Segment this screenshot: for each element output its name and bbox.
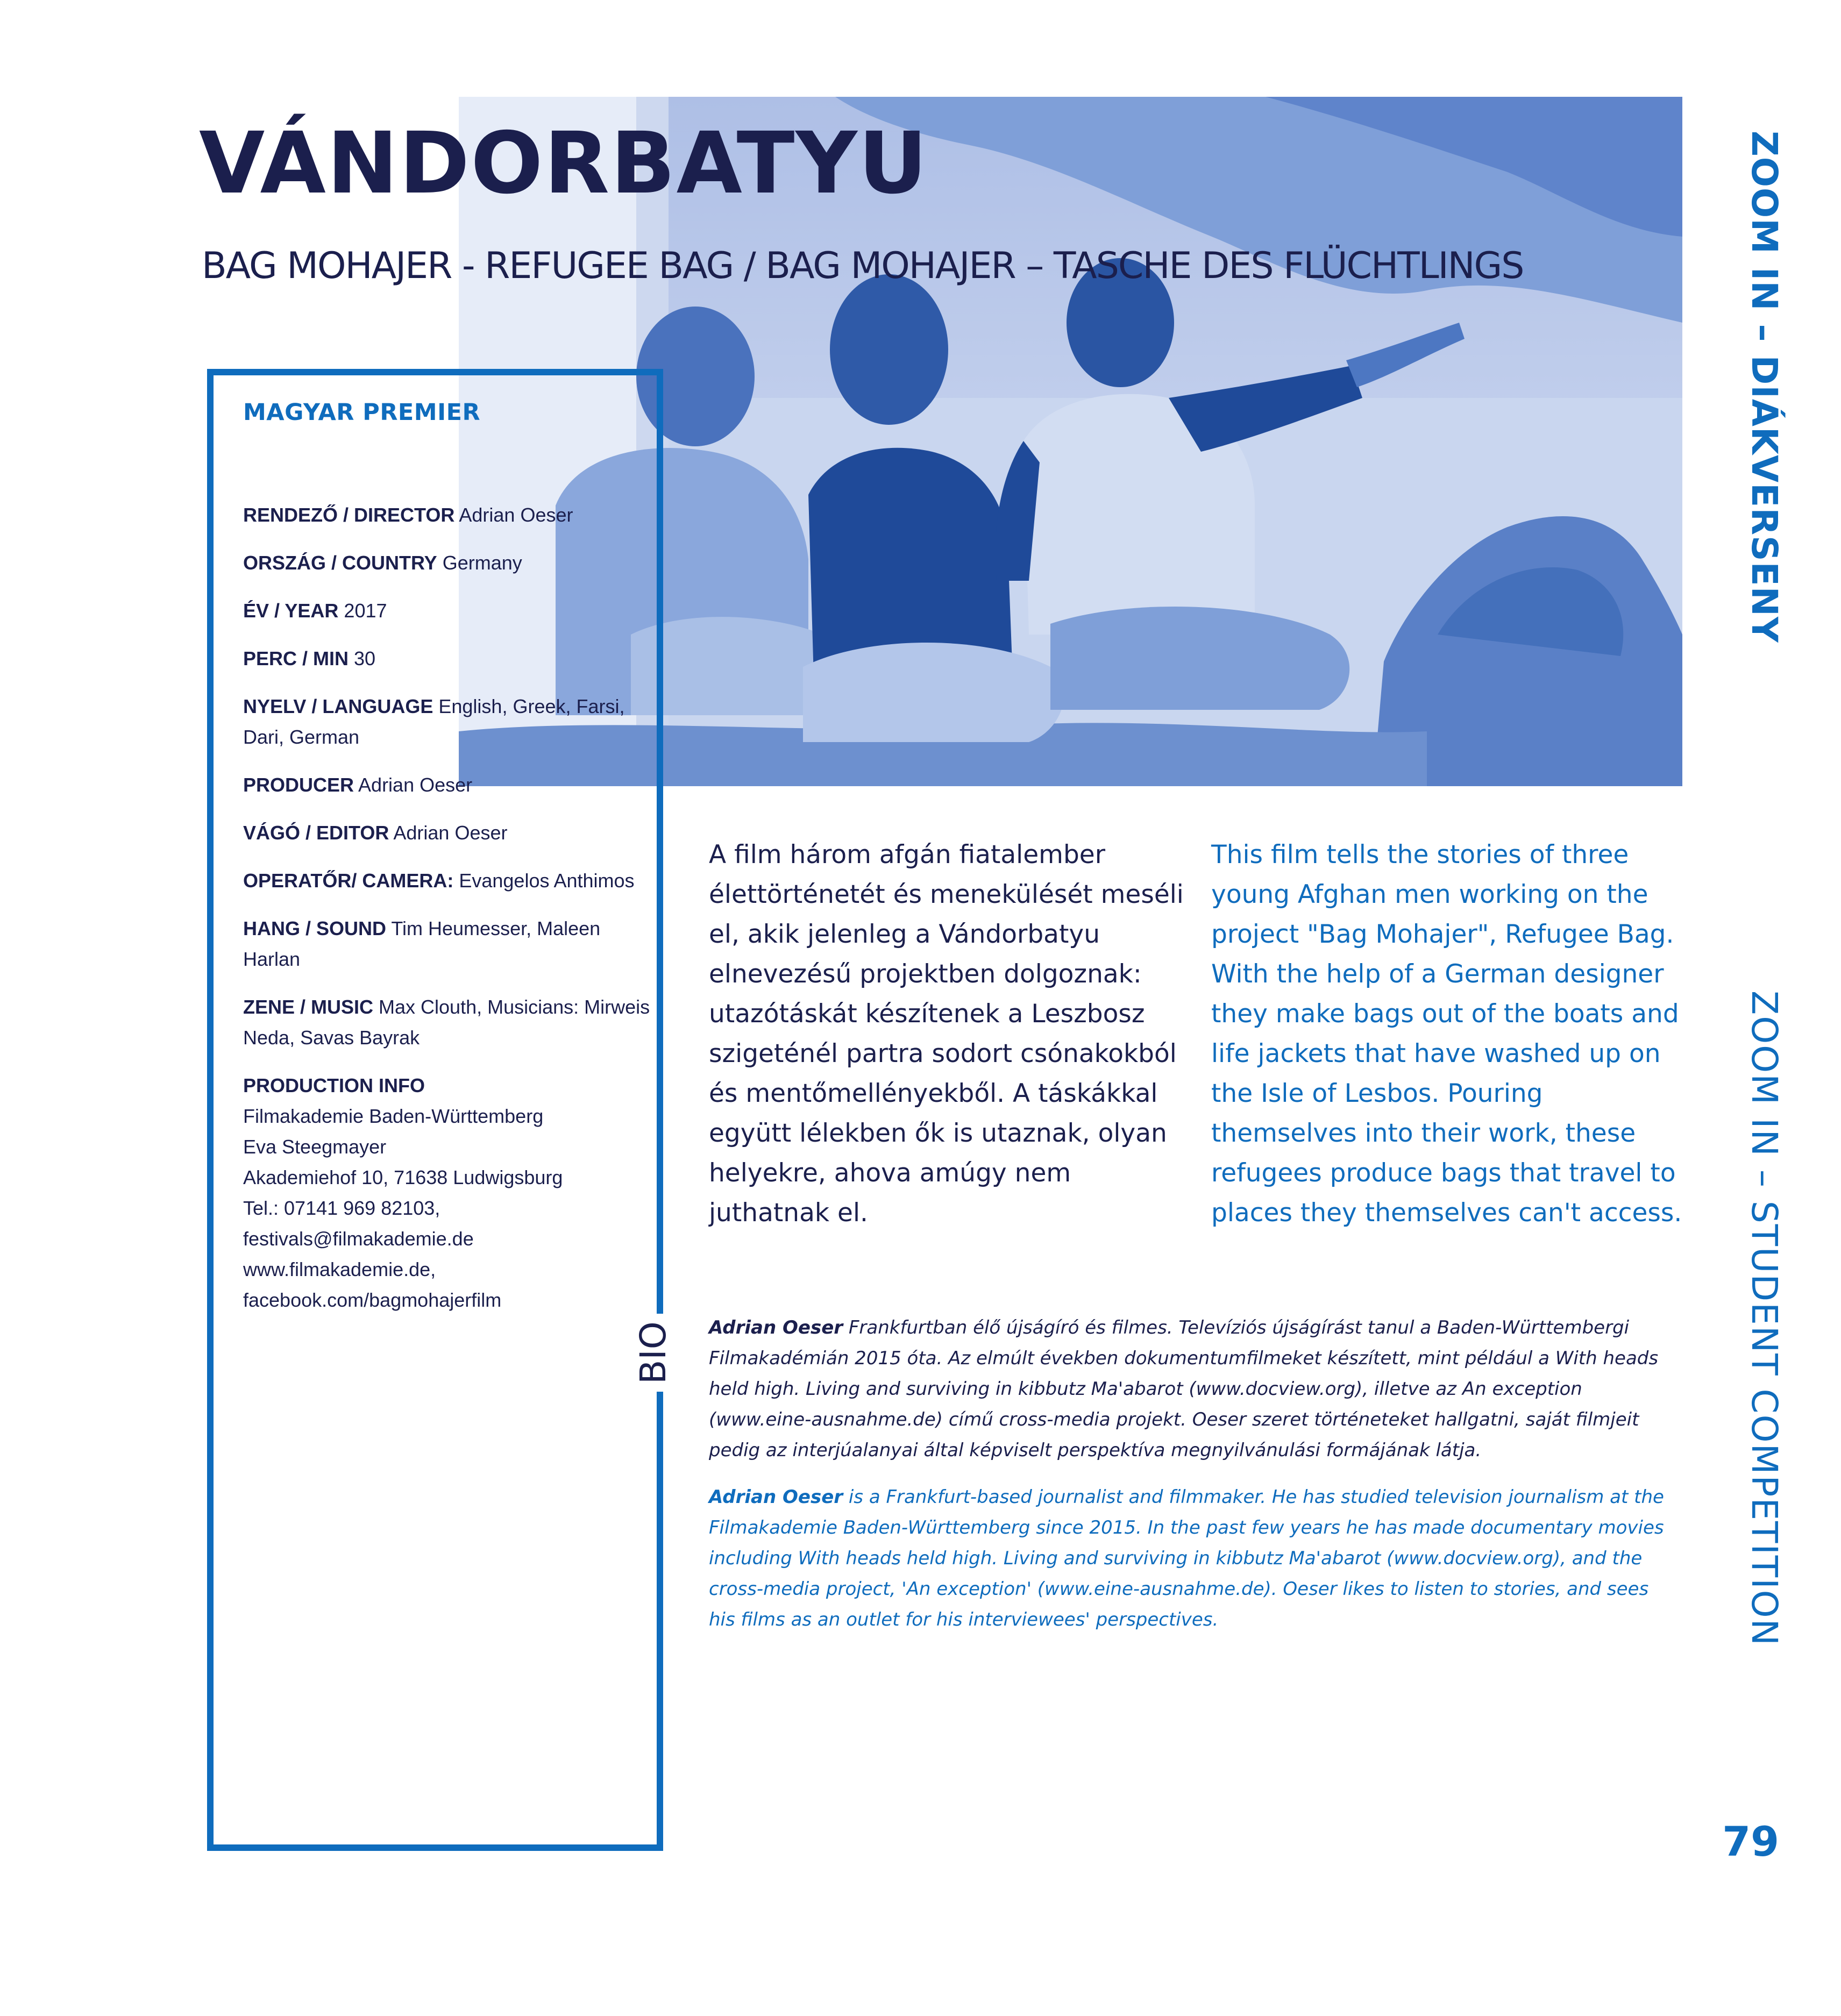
credit-value: Adrian Oeser [393,822,508,844]
bio-text: Frankfurtban élő újságíró és filmes. Televíziós újságírást tanul a Baden-Württembergi Filmakadémián 2015 óta. Az elmúlt években dokumentumfilmeket készített, mint például a With heads held high. Living and surviving in kibbutz Ma'abarot (www.docview.org), illetve az An exception (www.eine-ausnahme.de) című cross-media projekt. Oeser szeret történeteket hallgatni, saját filmjeit pedig az interjúalanyai által képviselt perspektíva megnyilvánulási formájának látja. [709,1317,1659,1461]
credit-label: PRODUCER [243,774,354,796]
credit-label: RENDEZŐ / DIRECTOR [243,504,455,526]
credit-label: ORSZÁG / COUNTRY [243,552,437,574]
credit-language [243,691,652,752]
production-phone: Tel.: 07141 969 82103, [243,1197,440,1219]
page-number: 79 [1722,1818,1779,1865]
production-address: Akademiehof 10, 71638 Ludwigsburg [243,1166,563,1188]
credit-label: OPERATŐR/ CAMERA: [243,870,454,892]
credit-sound [243,913,652,974]
production-website: www.filmakademie.de, [243,1258,436,1280]
credit-country [243,547,652,578]
credit-value: English, Greek, Farsi, Dari, German [243,695,625,748]
credit-camera [243,865,652,896]
credit-value: 30 [354,647,376,669]
premier-label: MAGYAR PREMIER [243,399,481,426]
credit-label: NYELV / LANGUAGE [243,695,433,717]
credit-value: Germany [442,552,522,574]
bio-label [627,1312,692,1404]
credit-label: HANG / SOUND [243,917,387,939]
credit-music [243,992,652,1053]
production-info-label: PRODUCTION INFO [243,1074,425,1096]
section-label-hungarian [1708,131,1785,643]
credit-value: Adrian Oeser [358,774,473,796]
credit-label: VÁGÓ / EDITOR [243,822,389,844]
bio-hungarian [709,1313,1677,1466]
production-contact: Eva Steegmayer [243,1136,387,1158]
bio-label-text: BIO [632,1314,674,1392]
production-facebook: facebook.com/bagmohajerfilm [243,1289,502,1311]
synopsis-hungarian: A film három afgán fiatalember élettörténetét és menekülését meséli el, akik jelenleg a Vándorbatyu elnevezésű projektben dolgoznak: utazótáskát készítenek a Leszbosz szigeténél partra sodort csónakokból és mentőmellényekből. A táskákkal együtt lélekben ők is utaznak, olyan helyekre, ahova amúgy nem juthatnak el. [709,840,1184,1228]
production-email: festivals@filmakademie.de [243,1228,474,1250]
production-info [243,1070,652,1315]
credit-director [243,500,652,530]
credit-value: 2017 [344,600,387,622]
credit-year [243,595,652,626]
credit-producer [243,770,652,800]
credit-label: ZENE / MUSIC [243,996,374,1018]
section-label-english [1708,991,1785,1647]
credit-value: Evangelos Anthimos [459,870,635,892]
film-title: VÁNDORBATYU [199,114,929,213]
section-label-text: ZOOM IN – STUDENT COMPETITION [1744,991,1785,1647]
credit-value: Tim Heumesser, Maleen Harlan [243,917,601,970]
bio-text: is a Frankfurt-based journalist and filmmaker. He has studied television journalism at the Filmakademie Baden-Württemberg since 2015. In the past few years he has made documentary movies including With heads held high. Living and surviving in kibbutz Ma'abarot (www.docview.org), and the cross-media project, 'An exception' (www.eine-ausnahme.de). Oeser likes to listen to stories, and sees his films as an outlet for his interviewees' perspectives. [709,1486,1664,1630]
bio-name: Adrian Oeser [709,1317,843,1338]
credit-label: ÉV / YEAR [243,600,339,622]
credit-value: Max Clouth, Musicians: Mirweis Neda, Savas Bayrak [243,996,650,1049]
bio-english [709,1482,1677,1635]
synopsis-english: This film tells the stories of three young Afghan men working on the project "Bag Mohajer", Refugee Bag. With the help of a German designer they make bags out of the boats and life jackets that have washed up on the Isle of Lesbos. Pouring themselves into their work, these refugees produce bags that travel to places they themselves can't access. [1211,840,1682,1228]
bio-name: Adrian Oeser [709,1486,843,1508]
credit-editor [243,817,652,848]
credit-value: Adrian Oeser [459,504,573,526]
production-company: Filmakademie Baden-Württemberg [243,1105,544,1127]
credits-panel [243,399,652,1333]
credit-label: PERC / MIN [243,647,349,669]
film-subtitle: BAG MOHAJER - REFUGEE BAG / BAG MOHAJER – TASCHE DES FLÜCHTLINGS [202,245,1524,287]
credit-runtime [243,643,652,674]
section-label-text: ZOOM IN – DIÁKVERSENY [1744,131,1785,643]
